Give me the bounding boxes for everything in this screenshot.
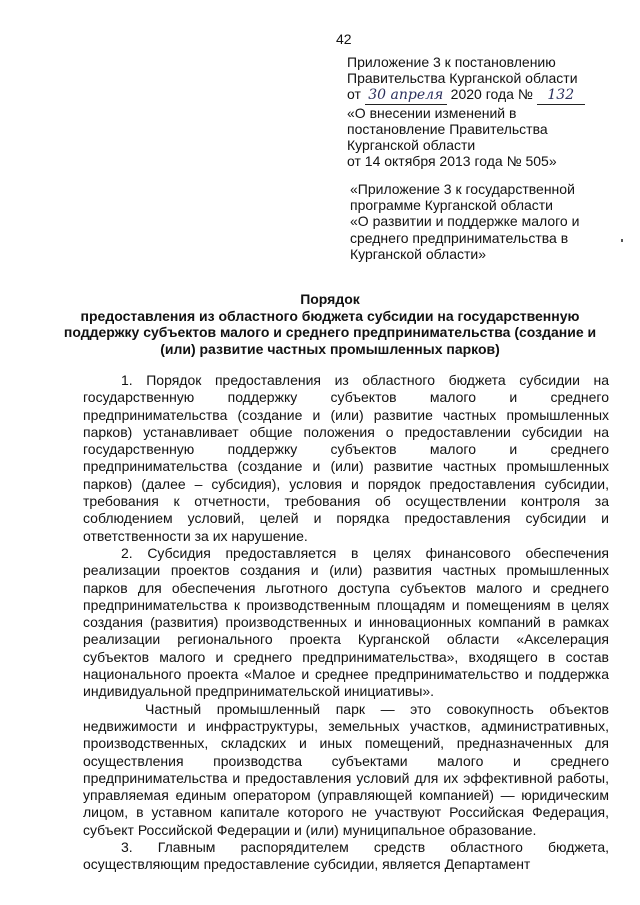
handwritten-number: 132 [537,87,585,104]
appendix-line: «О внесении изменений в [347,104,517,121]
title-line: предоставления из областного бюджета субсидии на государственную [80,307,580,324]
paragraph-2: 2. Субсидия предоставляется в целях финансового обеспечения реализации проектов создания и (или) развития частных промышленных парков для обеспечения льготного доступа субъектов малого и среднего предпринимательства к производственным площадям и помещениям в целях создания (развития) производственных и инновационных компаний в рамках реализации регионального проекта Курганской области «Акселерация субъектов малого и среднего предпринимательства», входящего в состав национального проекта «Малое и среднее предпринимательство и поддержка индивидуальной предпринимательской инициативы». [83,544,609,700]
appendix-block [347,54,617,169]
title-line: поддержку субъектов малого и среднего предпринимательства (создание и [63,324,597,341]
paragraph-park-definition: Частный промышленный парк — это совокупность объектов недвижимости и инфраструктуры, земельных участков, административных, производственных, складских и иных помещений, предназначенных для осуществления производства субъектами малого и среднего предпринимательства и предоставления условий для их эффективной работы, управляемая единым оператором (управляющей компанией) — юридическим лицом, в уставном капитале которого не участвуют Российская Федерация, субъект Российской Федерации и (или) муниципальное образование. [83,700,609,838]
paragraph-1: 1. Порядок предоставления из областного бюджета субсидии на государственную поддержку субъектов малого и среднего предпринимательства (создание и (или) развитие частных промышленных парков) устанавливает общие положения о предоставлении субсидии на государственную поддержку субъектов малого и среднего предпринимательства (создание и (или) развитие частных промышленных парков) (далее – субсидия), условия и порядок предоставления субсидии, требования к отчетности, требования об осуществлении контроля за соблюдением условий, целей и порядка предоставления субсидии и ответственности за их нарушение. [83,372,609,544]
appendix-line: постановление Правительства [347,120,548,137]
document-body [83,372,609,874]
appendix-line: Правительства Курганской области [347,70,578,87]
from-prefix: от [347,86,361,103]
page-number: 42 [336,31,352,47]
appendix-line: Приложение 3 к постановлению [347,54,556,70]
title-line: Порядок [300,291,360,307]
program-appendix-line: среднего предпринимательства в [350,229,569,246]
program-appendix-line: программе Курганской области [350,197,553,214]
appendix-line: от 14 октября 2013 года № 505» [347,153,557,170]
scan-speck [621,239,623,242]
program-appendix-line: «Приложение 3 к государственной [350,181,575,197]
handwritten-date: 30 апреля [365,87,447,104]
paragraph-3: 3. Главным распорядителем средств областного бюджета, осуществляющим предоставление субсидии, является Департамент [83,839,609,873]
appendix-line: Курганской области [347,137,476,154]
program-appendix-line: Курганской области» [350,245,487,262]
title-line: (или) развитие частных промышленных парков) [160,340,500,357]
program-appendix-line: «О развитии и поддержке малого и [350,213,580,230]
appendix-date-line [347,86,617,104]
program-appendix-block [350,181,620,262]
year-text: 2020 года № [450,86,533,103]
document-title [40,291,620,357]
